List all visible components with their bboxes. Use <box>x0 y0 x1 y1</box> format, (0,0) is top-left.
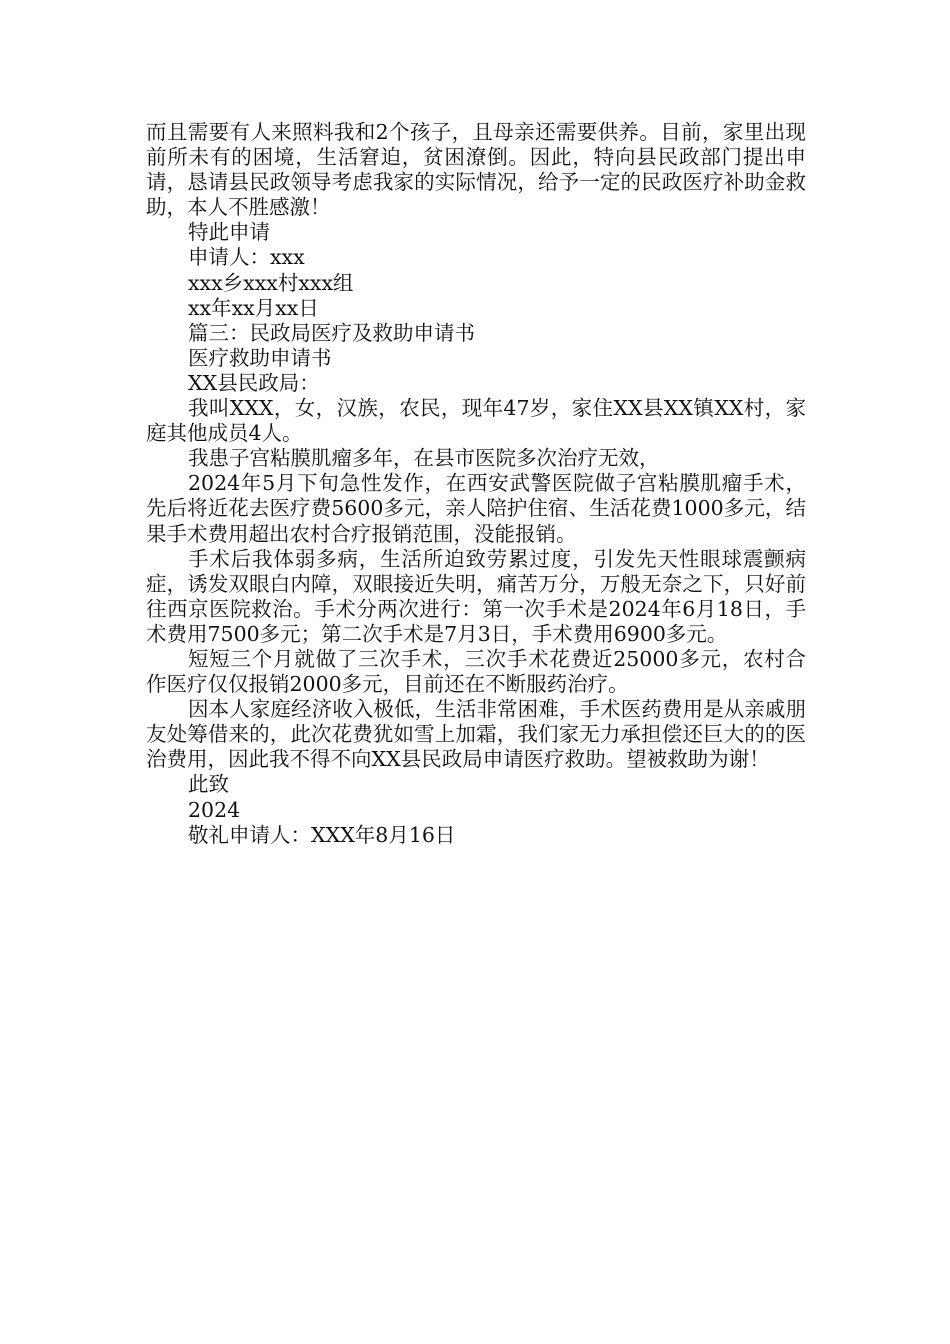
paragraph-eye-surgeries: 手术后我体弱多病，生活所迫致劳累过度，引发先天性眼球震颤病症，诱发双眼白内障，双眼接近失明，痛苦万分，万般无奈之下，只好前往西京医院救治。手术分两次进行：第一次手术是2024年6月18日，手术费用7500多元；第二次手术是7月3日，手术费用6900多元。 <box>146 546 806 646</box>
paragraph-applicant: 申请人：xxx <box>188 245 305 270</box>
paragraph-total-cost: 短短三个月就做了三次手术，三次手术花费近25000多元，农村合作医疗仅仅报销2000多元，目前还在不断服药治疗。 <box>146 646 806 697</box>
paragraph-first-surgery: 2024年5月下旬急性发作，在西安武警医院做子宫粘膜肌瘤手术，先后将近花去医疗费5600多元，亲人陪护住宿、生活花费1000多元，结果手术费用超出农村合疗报销范围，没能报销。 <box>146 471 806 546</box>
paragraph-closing-request: 特此申请 <box>188 220 270 245</box>
paragraph-self-introduction: 我叫XXX，女，汉族，农民，现年47岁，家住XX县XX镇XX村，家庭其他成员4人。 <box>146 396 806 446</box>
paragraph-date: xx年xx月xx日 <box>188 295 319 320</box>
document-body <box>146 120 806 848</box>
closing-regards: 此致 <box>188 772 229 797</box>
closing-year: 2024 <box>188 797 241 822</box>
paragraph-financial-difficulty: 因本人家庭经济收入极低，生活非常困难，手术医药费用是从亲戚朋友处筹借来的，此次花费犹如雪上加霜，我们家无力承担偿还巨大的的医治费用，因此我不得不向XX县民政局申请医疗救助。望被救助为谢！ <box>146 697 806 772</box>
signature-line: 敬礼申请人：XXX年8月16日 <box>188 822 456 847</box>
paragraph-illness-history: 我患子宫粘膜肌瘤多年，在县市医院多次治疗无效， <box>188 446 660 471</box>
paragraph-address: xxx乡xxx村xxx组 <box>188 270 354 295</box>
section-heading: 篇三：民政局医疗及救助申请书 <box>188 320 475 345</box>
document-title: 医疗救助申请书 <box>188 345 332 370</box>
salutation: XX县民政局： <box>188 370 320 395</box>
paragraph-hardship-request: 而且需要有人来照料我和2个孩子，且母亲还需要供养。目前，家里出现前所未有的困境，生活窘迫，贫困潦倒。因此，特向县民政部门提出申请，恳请县民政领导考虑我家的实际情况，给予一定的民政医疗补助金救助，本人不胜感激！ <box>146 120 806 220</box>
